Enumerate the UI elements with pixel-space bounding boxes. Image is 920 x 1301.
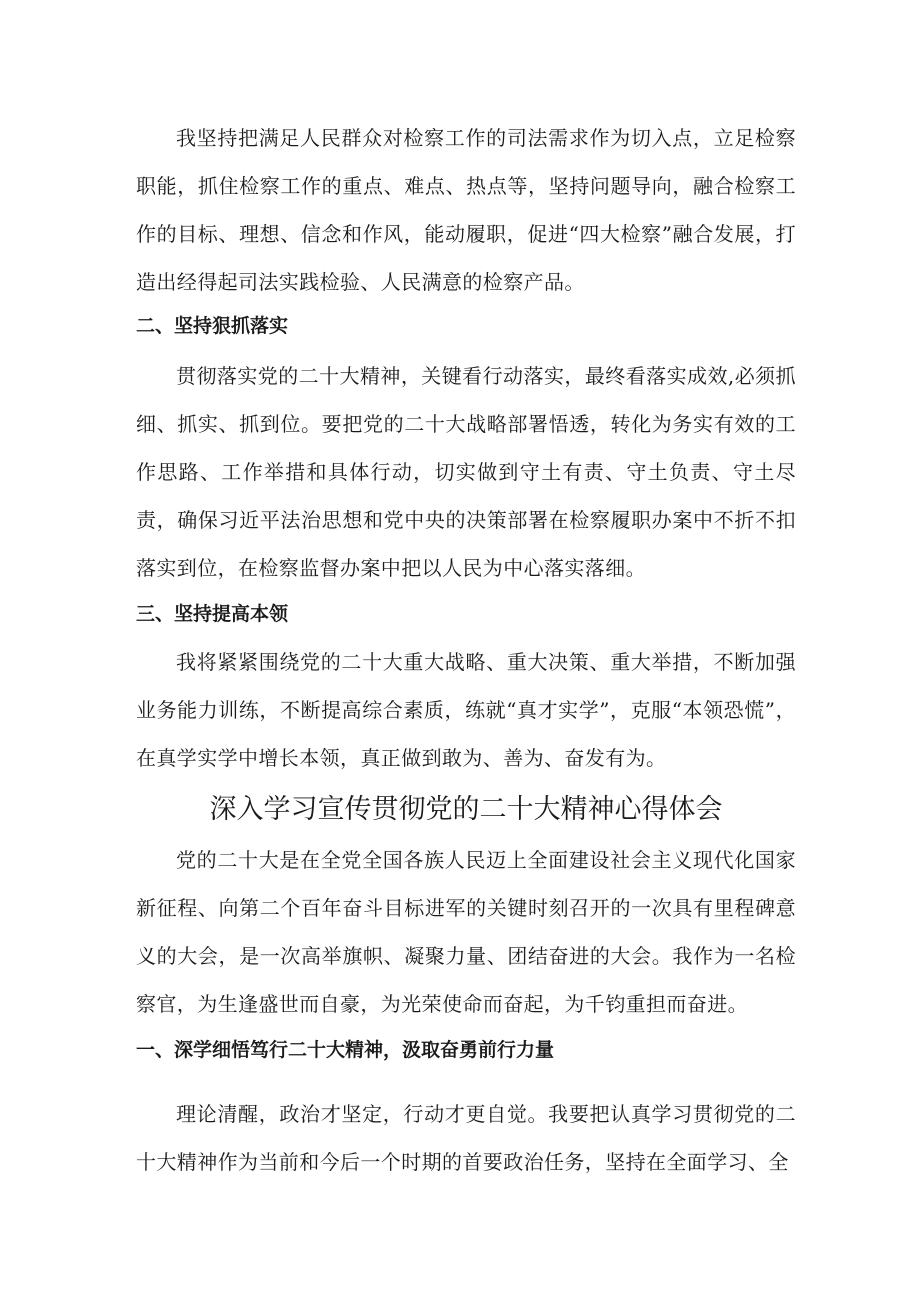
body-paragraph: 理论清醒，政治才坚定，行动才更自觉。我要把认真学习贯彻党的二十大精神作为当前和今后一个时期的首要政治任务，坚持在全面学习、全 xyxy=(136,1102,796,1174)
section-heading: 二、坚持狠抓落实 xyxy=(136,315,289,337)
body-paragraph: 我坚持把满足人民群众对检察工作的司法需求作为切入点，立足检察职能，抓住检察工作的重点、难点、热点等，坚持问题导向，融合检察工作的目标、理想、信念和作风，能动履职，促进“四大检察”融合发展，打造出经得起司法实践检验、人民满意的检察产品。 xyxy=(136,126,796,294)
body-paragraph: 我将紧紧围绕党的二十大重大战略、重大决策、重大举措，不断加强业务能力训练，不断提高综合素质，练就“真才实学”，克服“本领恐慌”，在真学实学中增长本领，真正做到敢为、善为、奋发有为。 xyxy=(136,650,796,770)
section-heading: 一、深学细悟笃行二十大精神，汲取奋勇前行力量 xyxy=(136,1039,555,1061)
body-paragraph: 贯彻落实党的二十大精神，关键看行动落实，最终看落实成效,必须抓细、抓实、抓到位。要把党的二十大战略部署悟透，转化为务实有效的工作思路、工作举措和具体行动，切实做到守土有责、守土负责、守土尽责，确保习近平法治思想和党中央的决策部署在检察履职办案中不折不扣落实到位，在检察监督办案中把以人民为中心落实落细。 xyxy=(136,364,796,580)
body-paragraph: 党的二十大是在全党全国各族人民迈上全面建设社会主义现代化国家新征程、向第二个百年奋斗目标进军的关键时刻召开的一次具有里程碑意义的大会，是一次高举旗帜、凝聚力量、团结奋进的大会。我作为一名检察官，为生逢盛世而自豪，为光荣使命而奋起，为千钧重担而奋进。 xyxy=(136,848,796,1016)
section-heading: 三、坚持提高本领 xyxy=(136,603,289,625)
document-title: 深入学习宣传贯彻党的二十大精神心得体会 xyxy=(209,794,723,825)
